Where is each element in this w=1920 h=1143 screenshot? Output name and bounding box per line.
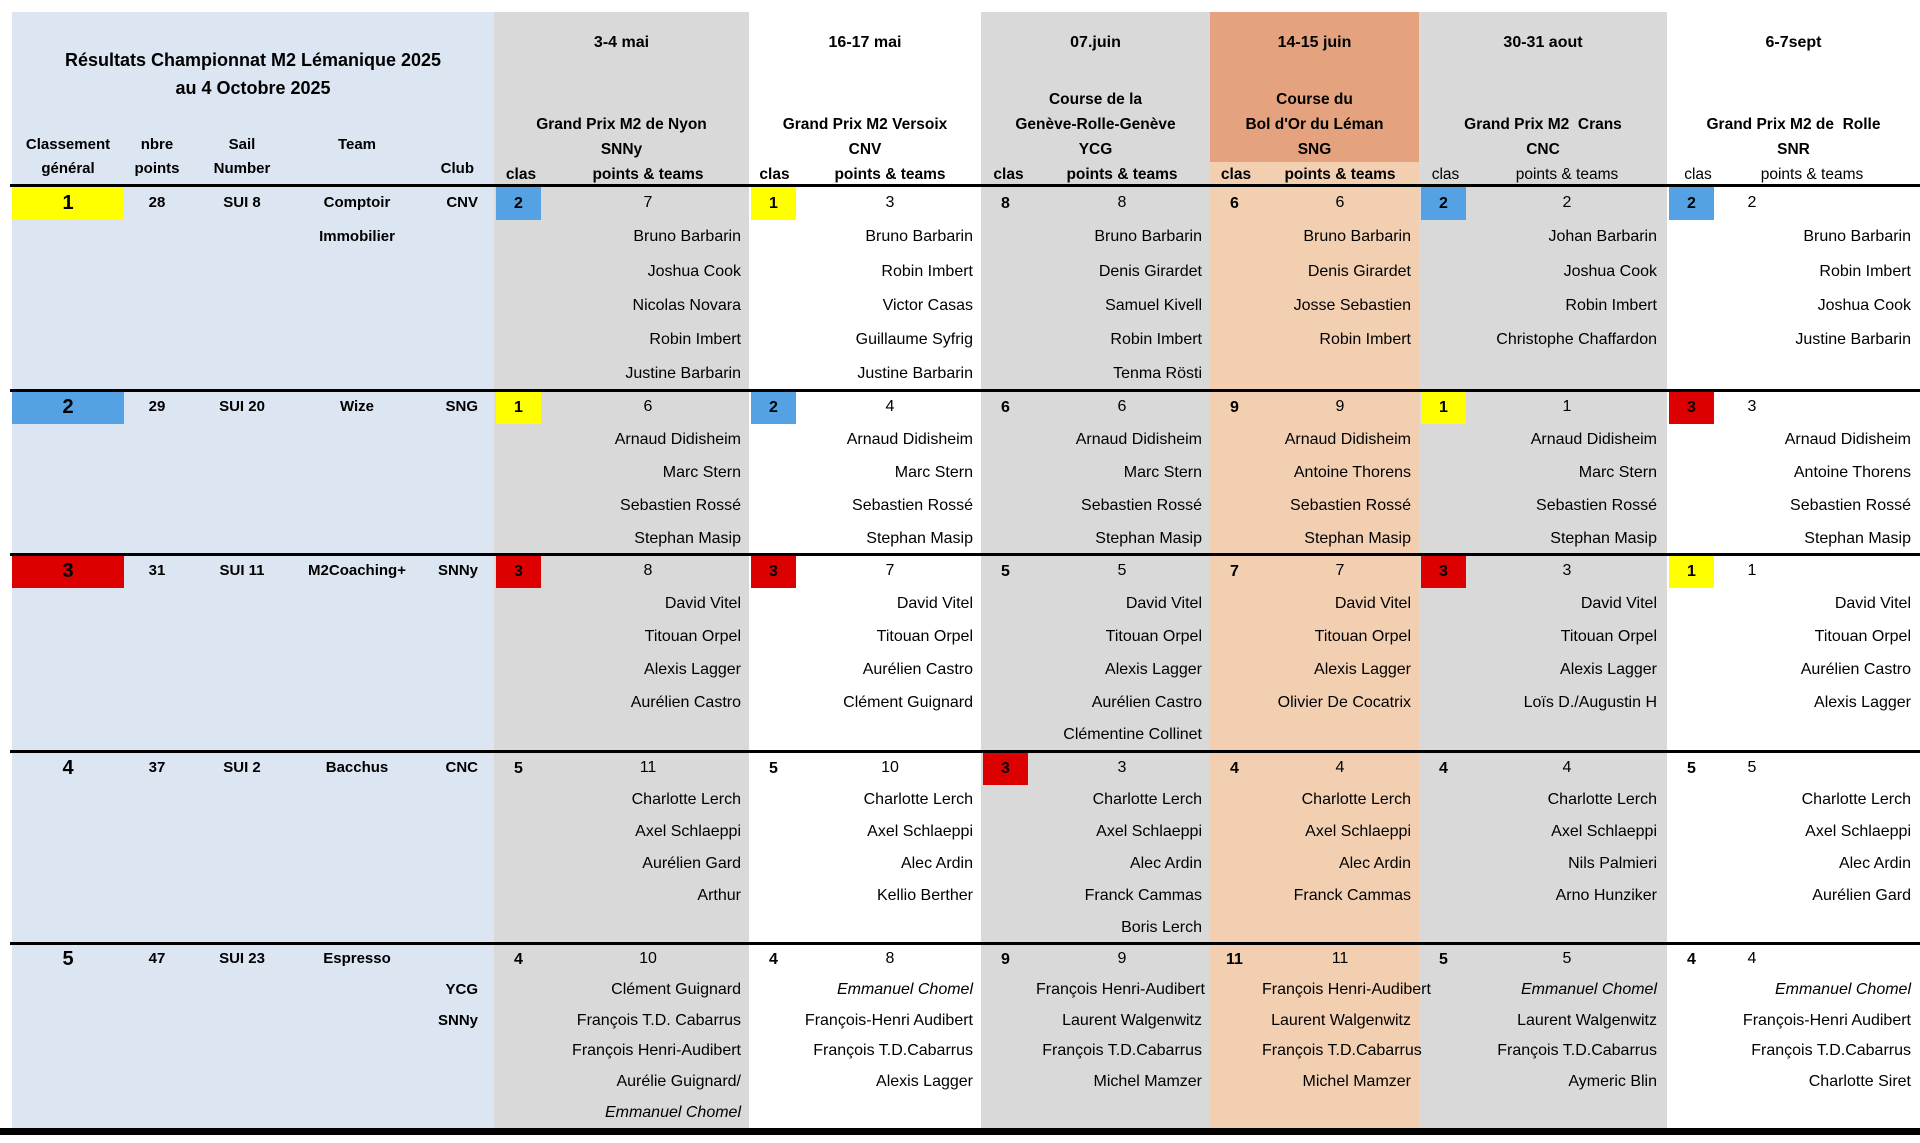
- crew-name: Aurélien Castro: [862, 660, 973, 678]
- event-points-value: 6: [643, 398, 653, 416]
- rank-badge: 2: [12, 390, 124, 424]
- crew-name: Laurent Walgenwitz: [1517, 1011, 1657, 1029]
- club-header: Club: [440, 160, 474, 177]
- crew-name: Laurent Walgenwitz: [1271, 1011, 1411, 1029]
- crew-name: Arno Hunziker: [1555, 887, 1657, 904]
- clas-column-label: clas: [1220, 166, 1252, 183]
- crew-name: Loïs D./Augustin H: [1523, 693, 1657, 711]
- crew-name: Boris Lerch: [1121, 919, 1202, 936]
- event-points-value: 11: [1331, 950, 1349, 968]
- rank-badge: 3: [12, 554, 124, 588]
- crew-name: Marc Stern: [1123, 464, 1202, 481]
- points-teams-column-label: points & teams: [834, 166, 946, 183]
- crew-name: Charlotte Lerch: [1092, 791, 1202, 808]
- crew-name: François T.D.Cabarrus: [1262, 1042, 1422, 1060]
- event-points-value: 6: [1117, 398, 1127, 416]
- crew-name: Aymeric Blin: [1568, 1073, 1657, 1091]
- crew-name: François T.D. Cabarrus: [576, 1011, 741, 1029]
- club-code: CNV: [446, 194, 478, 212]
- points-teams-column-label: points & teams: [1760, 166, 1864, 183]
- classement-header-line-1: Classement: [25, 136, 111, 153]
- crew-name: Robin Imbert: [1110, 330, 1202, 348]
- crew-name: Joshua Cook: [647, 262, 741, 280]
- crew-name: Axel Schlaeppi: [1096, 823, 1202, 840]
- crew-name: Joshua Cook: [1563, 262, 1657, 280]
- crew-name: Aurélien Castro: [630, 693, 741, 711]
- event-points-value: 3: [1562, 562, 1572, 580]
- club-code: SNG: [445, 398, 478, 416]
- clas-badge: 4: [769, 950, 778, 968]
- event-points-value: 4: [1335, 759, 1345, 776]
- crew-name: Axel Schlaeppi: [867, 823, 973, 840]
- crew-name: Alec Ardin: [900, 855, 973, 872]
- crew-name: Samuel Kivell: [1105, 296, 1202, 314]
- crew-name: Clément Guignard: [611, 981, 741, 999]
- team-name-line: Espresso: [323, 950, 391, 968]
- event-points-value: 10: [881, 759, 899, 776]
- crew-name: David Vitel: [896, 595, 973, 613]
- crew-name: Marc Stern: [662, 464, 741, 481]
- crew-name: Emmanuel Chomel: [836, 981, 973, 999]
- event-name-line: Bol d'Or du Léman: [1245, 116, 1384, 133]
- crew-name: François T.D.Cabarrus: [1042, 1042, 1202, 1060]
- crew-name: David Vitel: [1834, 595, 1911, 613]
- total-points: 47: [148, 950, 166, 968]
- points-header-line-2: points: [134, 160, 180, 177]
- crew-name: Denis Girardet: [1098, 262, 1202, 280]
- total-points: 28: [148, 194, 166, 212]
- points-teams-column-label: points & teams: [1515, 166, 1619, 183]
- crew-name: François T.D.Cabarrus: [813, 1042, 973, 1060]
- clas-badge: 3: [983, 752, 1028, 785]
- row-separator-line: [10, 942, 1920, 945]
- team-name-line: Bacchus: [325, 759, 389, 776]
- clas-column-label: clas: [505, 166, 537, 183]
- team-row: [0, 391, 1920, 555]
- row-separator-line: [10, 389, 1920, 392]
- crew-name: Sebastien Rossé: [852, 496, 973, 514]
- clas-badge: 4: [514, 950, 523, 968]
- crew-name: Alexis Lagger: [1105, 660, 1202, 678]
- crew-name: Emmanuel Chomel: [604, 1103, 741, 1121]
- sail-header-line-1: Sail: [228, 136, 256, 153]
- crew-name: Josse Sebastien: [1293, 296, 1411, 314]
- crew-name: Justine Barbarin: [1795, 330, 1911, 348]
- crew-name: Charlotte Lerch: [1801, 791, 1911, 808]
- clas-badge: 5: [1439, 950, 1448, 968]
- crew-name: François T.D.Cabarrus: [1497, 1042, 1657, 1060]
- clas-badge: 1: [1421, 391, 1466, 424]
- crew-name: Tenma Rösti: [1113, 365, 1202, 383]
- team-name-line: Comptoir: [323, 194, 391, 212]
- club-code: CNC: [445, 759, 478, 776]
- crew-name: Sebastien Rossé: [1790, 496, 1911, 514]
- event-club-code: SNNy: [600, 141, 643, 158]
- crew-name: Stephan Masip: [866, 529, 973, 547]
- crew-name: Charlotte Lerch: [1547, 791, 1657, 808]
- clas-badge: 2: [1669, 187, 1714, 220]
- event-name-line: Course du: [1276, 91, 1353, 108]
- clas-badge: 7: [1230, 562, 1239, 580]
- crew-name: Sebastien Rossé: [1290, 496, 1411, 514]
- crew-name: Sebastien Rossé: [1536, 496, 1657, 514]
- clas-badge: 1: [496, 391, 541, 424]
- crew-name: François Henri-Audibert: [1262, 981, 1431, 999]
- crew-name: Titouan Orpel: [644, 628, 741, 645]
- clas-badge: 3: [1669, 391, 1714, 424]
- crew-name: Stephan Masip: [1095, 529, 1202, 547]
- clas-badge: 3: [1421, 555, 1466, 588]
- team-name-line: Immobilier: [319, 228, 395, 246]
- crew-name: Alexis Lagger: [644, 660, 741, 678]
- table-header: [0, 0, 1920, 186]
- clas-badge: 11: [1226, 950, 1243, 968]
- crew-name: Victor Casas: [882, 296, 973, 314]
- crew-name: Clément Guignard: [843, 693, 973, 711]
- clas-badge: 9: [1001, 950, 1010, 968]
- sail-number: SUI 20: [219, 398, 265, 416]
- crew-name: Alexis Lagger: [1814, 693, 1911, 711]
- event-points-value: 1: [1747, 562, 1757, 580]
- crew-name: Robin Imbert: [649, 330, 741, 348]
- row-separator-line: [10, 553, 1920, 556]
- clas-badge: 8: [1001, 194, 1010, 212]
- crew-name: David Vitel: [1334, 595, 1411, 613]
- rank-badge: 1: [12, 186, 124, 220]
- crew-name: Titouan Orpel: [1560, 628, 1657, 645]
- sheet-title-line-2: au 4 Octobre 2025: [175, 78, 331, 98]
- event-points-value: 7: [643, 194, 653, 212]
- crew-name: David Vitel: [1580, 595, 1657, 613]
- crew-name: Alec Ardin: [1129, 855, 1202, 872]
- crew-name: Stephan Masip: [634, 529, 741, 547]
- club-code: YCG: [445, 981, 478, 999]
- crew-name: Axel Schlaeppi: [1551, 823, 1657, 840]
- clas-badge: 3: [751, 555, 796, 588]
- crew-name: Justine Barbarin: [857, 365, 973, 383]
- crew-name: Aurélie Guignard/: [616, 1073, 741, 1091]
- clas-badge: 6: [1230, 194, 1239, 212]
- crew-name: Denis Girardet: [1307, 262, 1411, 280]
- classement-header-line-2: général: [41, 160, 95, 177]
- event-points-value: 2: [1747, 194, 1757, 212]
- crew-name: François T.D.Cabarrus: [1751, 1042, 1911, 1060]
- crew-name: Franck Cammas: [1293, 887, 1411, 904]
- rank-badge: 5: [62, 948, 74, 971]
- crew-name: Titouan Orpel: [1814, 628, 1911, 645]
- event-points-value: 4: [1562, 759, 1572, 776]
- event-points-value: 8: [643, 562, 653, 580]
- crew-name: Michel Mamzer: [1093, 1073, 1202, 1091]
- crew-name: Charlotte Lerch: [1301, 791, 1411, 808]
- crew-name: Alexis Lagger: [876, 1073, 973, 1091]
- event-name-line: Grand Prix M2 de Nyon: [536, 116, 707, 133]
- crew-name: Arthur: [697, 887, 741, 904]
- clas-badge: 9: [1230, 398, 1239, 416]
- crew-name: Antoine Thorens: [1293, 464, 1411, 481]
- event-points-value: 10: [639, 950, 657, 968]
- event-date: 30-31 aout: [1503, 34, 1583, 51]
- event-name-line: Grand Prix M2 de Rolle: [1706, 116, 1881, 133]
- crew-name: Arnaud Didisheim: [1784, 431, 1911, 449]
- crew-name: Nils Palmieri: [1568, 855, 1657, 872]
- crew-name: Arnaud Didisheim: [1284, 431, 1411, 449]
- team-name-line: M2Coaching+: [308, 562, 406, 580]
- event-club-code: SNR: [1777, 141, 1810, 158]
- event-points-value: 7: [1335, 562, 1345, 580]
- crew-name: Titouan Orpel: [1105, 628, 1202, 645]
- crew-name: Aurélien Gard: [642, 855, 741, 872]
- clas-badge: 5: [514, 759, 523, 777]
- crew-name: Arnaud Didisheim: [1530, 431, 1657, 449]
- total-points: 31: [148, 562, 166, 580]
- crew-name: Charlotte Lerch: [631, 791, 741, 808]
- crew-name: David Vitel: [664, 595, 741, 613]
- event-club-code: YCG: [1078, 141, 1113, 158]
- crew-name: Robin Imbert: [1319, 330, 1411, 348]
- crew-name: Charlotte Lerch: [863, 791, 973, 808]
- crew-name: Bruno Barbarin: [633, 228, 741, 246]
- event-points-value: 3: [885, 194, 895, 212]
- crew-name: Arnaud Didisheim: [1075, 431, 1202, 449]
- crew-name: Clémentine Collinet: [1063, 726, 1202, 744]
- event-date: 14-15 juin: [1277, 34, 1352, 51]
- crew-name: David Vitel: [1125, 595, 1202, 613]
- event-name-line: Grand Prix M2 Versoix: [782, 116, 948, 133]
- points-header-line-1: nbre: [140, 136, 174, 153]
- event-points-value: 1: [1562, 398, 1572, 416]
- team-row: [0, 186, 1920, 391]
- crew-name: Marc Stern: [894, 464, 973, 481]
- team-row: [0, 555, 1920, 752]
- sheet-title-line-1: Résultats Championnat M2 Lémanique 2025: [64, 50, 442, 70]
- team-row: [0, 944, 1920, 1128]
- crew-name: Christophe Chaffardon: [1496, 330, 1657, 348]
- clas-badge: 5: [769, 759, 778, 777]
- crew-name: Aurélien Castro: [1091, 693, 1202, 711]
- sail-header-line-2: Number: [213, 160, 271, 177]
- crew-name: Kellio Berther: [876, 887, 973, 904]
- crew-name: Bruno Barbarin: [1803, 228, 1911, 246]
- crew-name: Nicolas Novara: [632, 296, 741, 314]
- crew-name: Laurent Walgenwitz: [1062, 1011, 1202, 1029]
- team-name-line: Wize: [339, 398, 375, 416]
- event-points-value: 8: [1117, 194, 1127, 212]
- crew-name: Robin Imbert: [881, 262, 973, 280]
- crew-name: Marc Stern: [1578, 464, 1657, 481]
- table-bottom-bar: [0, 1128, 1920, 1135]
- clas-badge: 1: [1669, 555, 1714, 588]
- crew-name: François-Henri Audibert: [1742, 1011, 1911, 1029]
- crew-name: Robin Imbert: [1819, 262, 1911, 280]
- row-separator-line: [10, 184, 1920, 187]
- crew-name: Franck Cammas: [1084, 887, 1202, 904]
- crew-name: Robin Imbert: [1565, 296, 1657, 314]
- event-points-value: 2: [1562, 194, 1572, 212]
- crew-name: Alexis Lagger: [1560, 660, 1657, 678]
- event-points-value: 6: [1335, 194, 1345, 212]
- clas-badge: 5: [1687, 759, 1696, 777]
- sail-number: SUI 23: [219, 950, 265, 968]
- crew-name: François-Henri Audibert: [804, 1011, 973, 1029]
- event-club-code: CNC: [1526, 141, 1560, 158]
- clas-column-label: clas: [759, 166, 790, 183]
- event-points-value: 9: [1117, 950, 1127, 968]
- crew-name: Emmanuel Chomel: [1520, 981, 1657, 999]
- team-row: [0, 752, 1920, 944]
- rank-badge: 4: [62, 757, 74, 779]
- crew-name: Axel Schlaeppi: [1805, 823, 1911, 840]
- points-teams-column-label: points & teams: [1066, 166, 1178, 183]
- crew-name: Stephan Masip: [1550, 529, 1657, 547]
- event-date: 16-17 mai: [828, 34, 902, 51]
- club-code: SNNy: [437, 1011, 478, 1029]
- event-date: 3-4 mai: [593, 34, 650, 51]
- clas-badge: 4: [1439, 759, 1448, 777]
- club-code: SNNy: [437, 562, 478, 580]
- crew-name: Olivier De Cocatrix: [1277, 693, 1411, 711]
- crew-name: Axel Schlaeppi: [1305, 823, 1411, 840]
- crew-name: Joshua Cook: [1817, 296, 1911, 314]
- event-points-value: 4: [1747, 950, 1757, 968]
- crew-name: Guillaume Syfrig: [855, 330, 973, 348]
- crew-name: Johan Barbarin: [1548, 228, 1657, 246]
- crew-name: François Henri-Audibert: [572, 1042, 741, 1060]
- event-points-value: 5: [1562, 950, 1572, 968]
- crew-name: Stephan Masip: [1804, 529, 1911, 547]
- clas-badge: 6: [1001, 398, 1010, 416]
- crew-name: Axel Schlaeppi: [635, 823, 741, 840]
- clas-badge: 2: [496, 187, 541, 220]
- crew-name: Aurélien Castro: [1800, 660, 1911, 678]
- event-date: 6-7sept: [1765, 34, 1822, 51]
- event-club-code: SNG: [1297, 141, 1332, 158]
- total-points: 37: [148, 759, 166, 776]
- crew-name: Charlotte Siret: [1808, 1073, 1911, 1091]
- event-date: 07.juin: [1070, 34, 1121, 51]
- clas-badge: 2: [751, 391, 796, 424]
- total-points: 29: [148, 398, 166, 416]
- crew-name: Alexis Lagger: [1314, 660, 1411, 678]
- event-points-value: 3: [1117, 759, 1127, 776]
- clas-badge: 1: [751, 187, 796, 220]
- clas-column-label: clas: [1431, 166, 1460, 183]
- clas-column-label: clas: [1684, 166, 1712, 183]
- row-separator-line: [10, 750, 1920, 753]
- points-teams-column-label: points & teams: [1284, 166, 1396, 183]
- event-points-value: 9: [1335, 398, 1345, 416]
- crew-name: Sebastien Rossé: [1081, 496, 1202, 514]
- crew-name: Antoine Thorens: [1793, 464, 1911, 481]
- sail-number: SUI 11: [219, 562, 265, 580]
- sail-number: SUI 2: [223, 759, 261, 776]
- event-points-value: 11: [639, 759, 657, 776]
- event-name-line: Course de la: [1048, 91, 1143, 108]
- crew-name: Aurélien Gard: [1812, 887, 1911, 904]
- crew-name: Bruno Barbarin: [1303, 228, 1411, 246]
- event-points-value: 3: [1747, 398, 1757, 416]
- event-name-line: Genève-Rolle-Genève: [1015, 116, 1176, 133]
- crew-name: Emmanuel Chomel: [1774, 981, 1911, 999]
- sail-number: SUI 8: [223, 194, 261, 212]
- crew-name: Alec Ardin: [1338, 855, 1411, 872]
- event-points-value: 7: [885, 562, 895, 580]
- crew-name: Titouan Orpel: [876, 628, 973, 645]
- clas-badge: 5: [1001, 562, 1010, 580]
- clas-column-label: clas: [993, 166, 1024, 183]
- crew-name: Alec Ardin: [1838, 855, 1911, 872]
- crew-name: Stephan Masip: [1304, 529, 1411, 547]
- event-points-value: 5: [1117, 562, 1127, 580]
- points-teams-column-label: points & teams: [592, 166, 704, 183]
- crew-name: Michel Mamzer: [1302, 1073, 1411, 1091]
- clas-badge: 2: [1421, 187, 1466, 220]
- event-points-value: 5: [1747, 759, 1757, 776]
- event-club-code: CNV: [848, 141, 882, 158]
- crew-name: Arnaud Didisheim: [614, 431, 741, 449]
- event-points-value: 4: [885, 398, 895, 416]
- crew-name: François Henri-Audibert: [1036, 981, 1205, 999]
- clas-badge: 4: [1230, 759, 1239, 777]
- crew-name: Bruno Barbarin: [1094, 228, 1202, 246]
- clas-badge: 3: [496, 555, 541, 588]
- crew-name: Arnaud Didisheim: [846, 431, 973, 449]
- crew-name: Bruno Barbarin: [865, 228, 973, 246]
- crew-name: Sebastien Rossé: [620, 496, 741, 514]
- clas-badge: 4: [1687, 950, 1696, 968]
- event-points-value: 8: [885, 950, 895, 968]
- team-header: Team: [337, 136, 377, 153]
- crew-name: Justine Barbarin: [625, 365, 741, 383]
- crew-name: Titouan Orpel: [1314, 628, 1411, 645]
- event-name-line: Grand Prix M2 Crans: [1464, 116, 1622, 133]
